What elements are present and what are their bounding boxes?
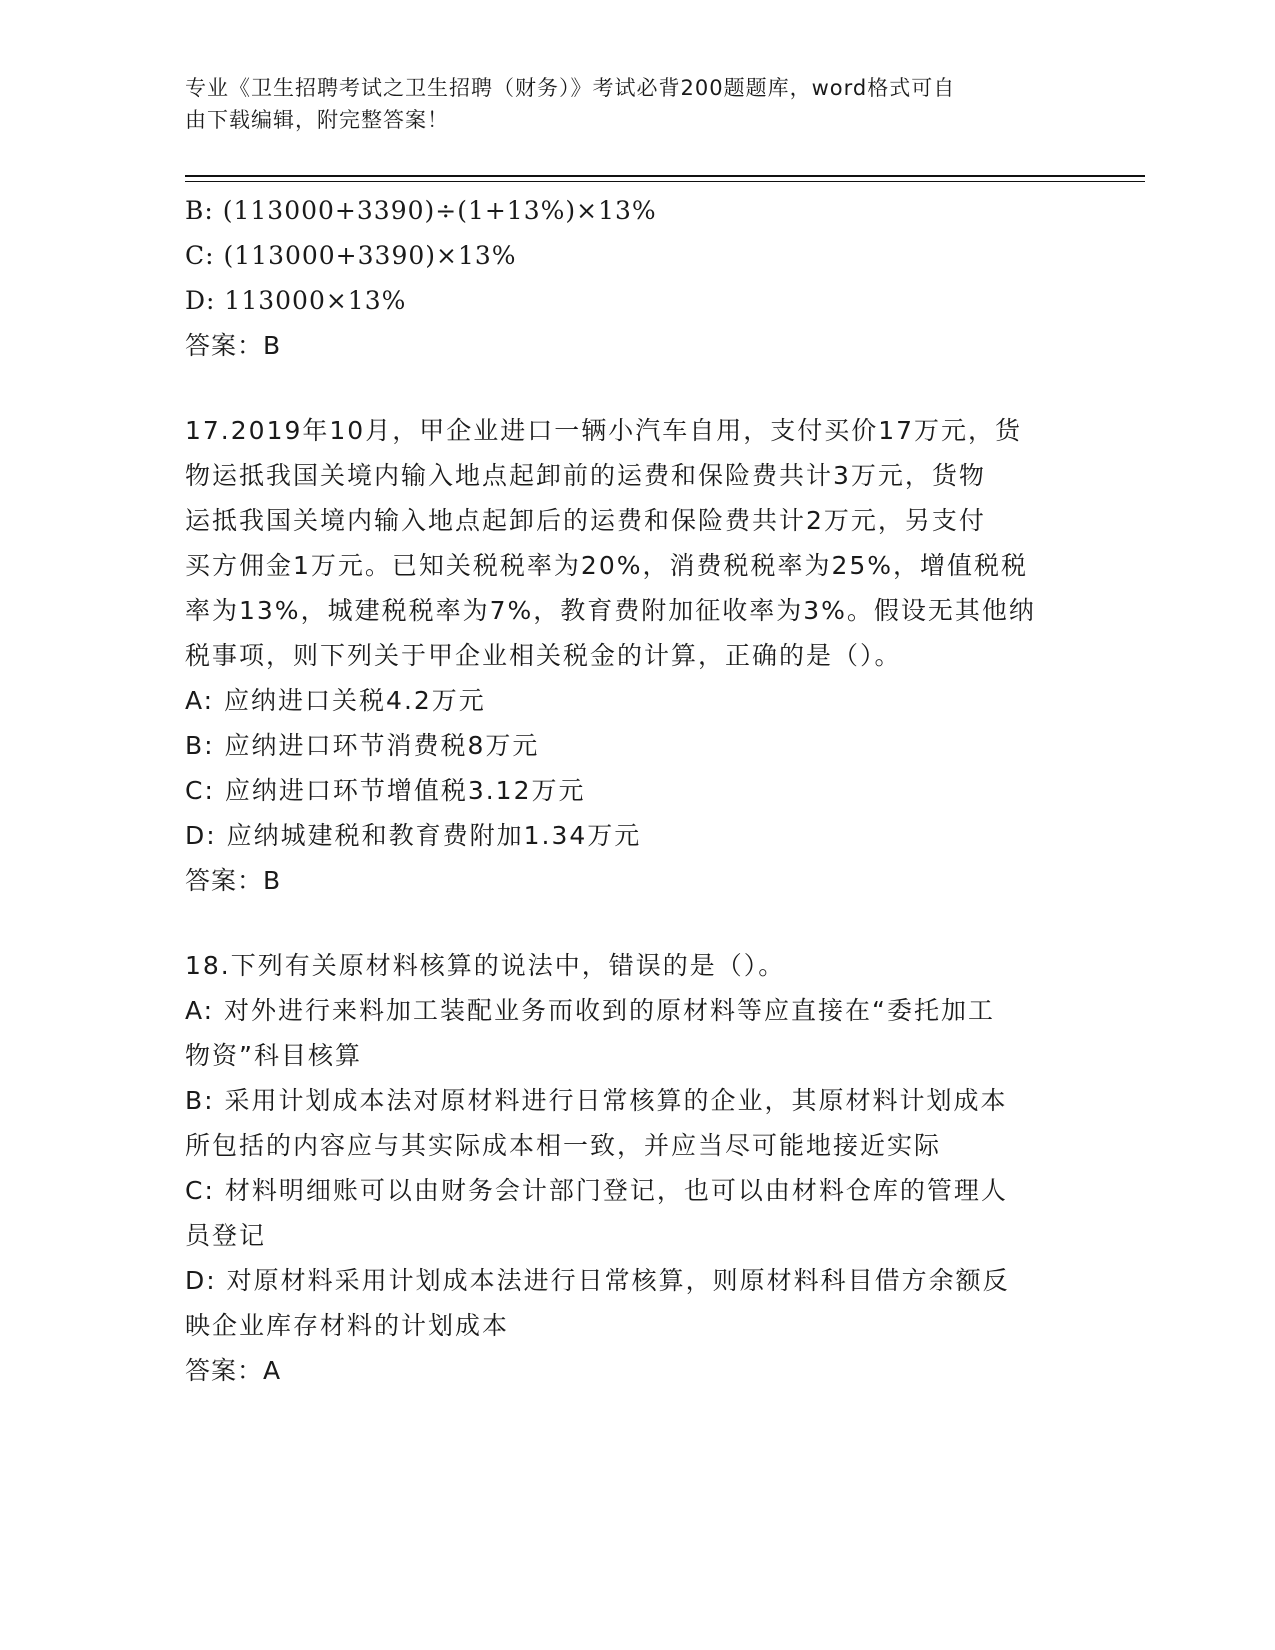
option-a: A: 应纳进口关税4.2万元 [185,686,486,715]
question-stem-line: 税事项，则下列关于甲企业相关税金的计算，正确的是（）。 [185,641,902,670]
answer-line: 答案：B [185,866,282,895]
document-header [185,72,1065,136]
answer-line: 答案：B [185,331,282,360]
option-b: B: 采用计划成本法对原材料进行日常核算的企业，其原材料计划成本 [185,1086,1008,1115]
question-stem-line: 运抵我国关境内输入地点起卸后的运费和保险费共计2万元，另支付 [185,506,986,535]
question-16-tail [185,188,1065,368]
option-c: C: 应纳进口环节增值税3.12万元 [185,776,586,805]
option-c: C: 材料明细账可以由财务会计部门登记，也可以由材料仓库的管理人 [185,1176,1008,1205]
header-line-2: 由下载编辑，附完整答案！ [185,108,449,132]
option-d: D: 113000×13% [185,286,407,315]
option-b: B: (113000+3390)÷(1+13%)×13% [185,196,657,225]
option-a-continuation: 物资”科目核算 [185,1041,362,1070]
question-stem-line: 17.2019年10月，甲企业进口一辆小汽车自用，支付买价17万元，货 [185,416,1023,445]
question-stem-line: 率为13%，城建税税率为7%，教育费附加征收率为3%。假设无其他纳 [185,596,1036,625]
answer-line: 答案：A [185,1356,282,1385]
header-divider-thin [185,181,1145,182]
question-stem-line: 物运抵我国关境内输入地点起卸前的运费和保险费共计3万元，货物 [185,461,986,490]
question-17 [185,408,1065,903]
option-a: A: 对外进行来料加工装配业务而收到的原材料等应直接在“委托加工 [185,996,995,1025]
option-c-continuation: 员登记 [185,1221,267,1250]
header-line-1: 专业《卫生招聘考试之卫生招聘（财务）》考试必背200题题库，word格式可自 [185,76,956,100]
option-d: D: 对原材料采用计划成本法进行日常核算，则原材料科目借方余额反 [185,1266,1010,1295]
header-divider-thick [185,175,1145,177]
option-c: C: (113000+3390)×13% [185,241,517,270]
question-stem-line: 买方佣金1万元。已知关税税率为20%，消费税税率为25%，增值税税 [185,551,1029,580]
question-stem-line: 18.下列有关原材料核算的说法中，错误的是（）。 [185,951,786,980]
question-18 [185,943,1065,1393]
option-b: B: 应纳进口环节消费税8万元 [185,731,540,760]
question-content [185,188,1065,1393]
option-d: D: 应纳城建税和教育费附加1.34万元 [185,821,642,850]
option-b-continuation: 所包括的内容应与其实际成本相一致，并应当尽可能地接近实际 [185,1131,942,1160]
option-d-continuation: 映企业库存材料的计划成本 [185,1311,510,1340]
